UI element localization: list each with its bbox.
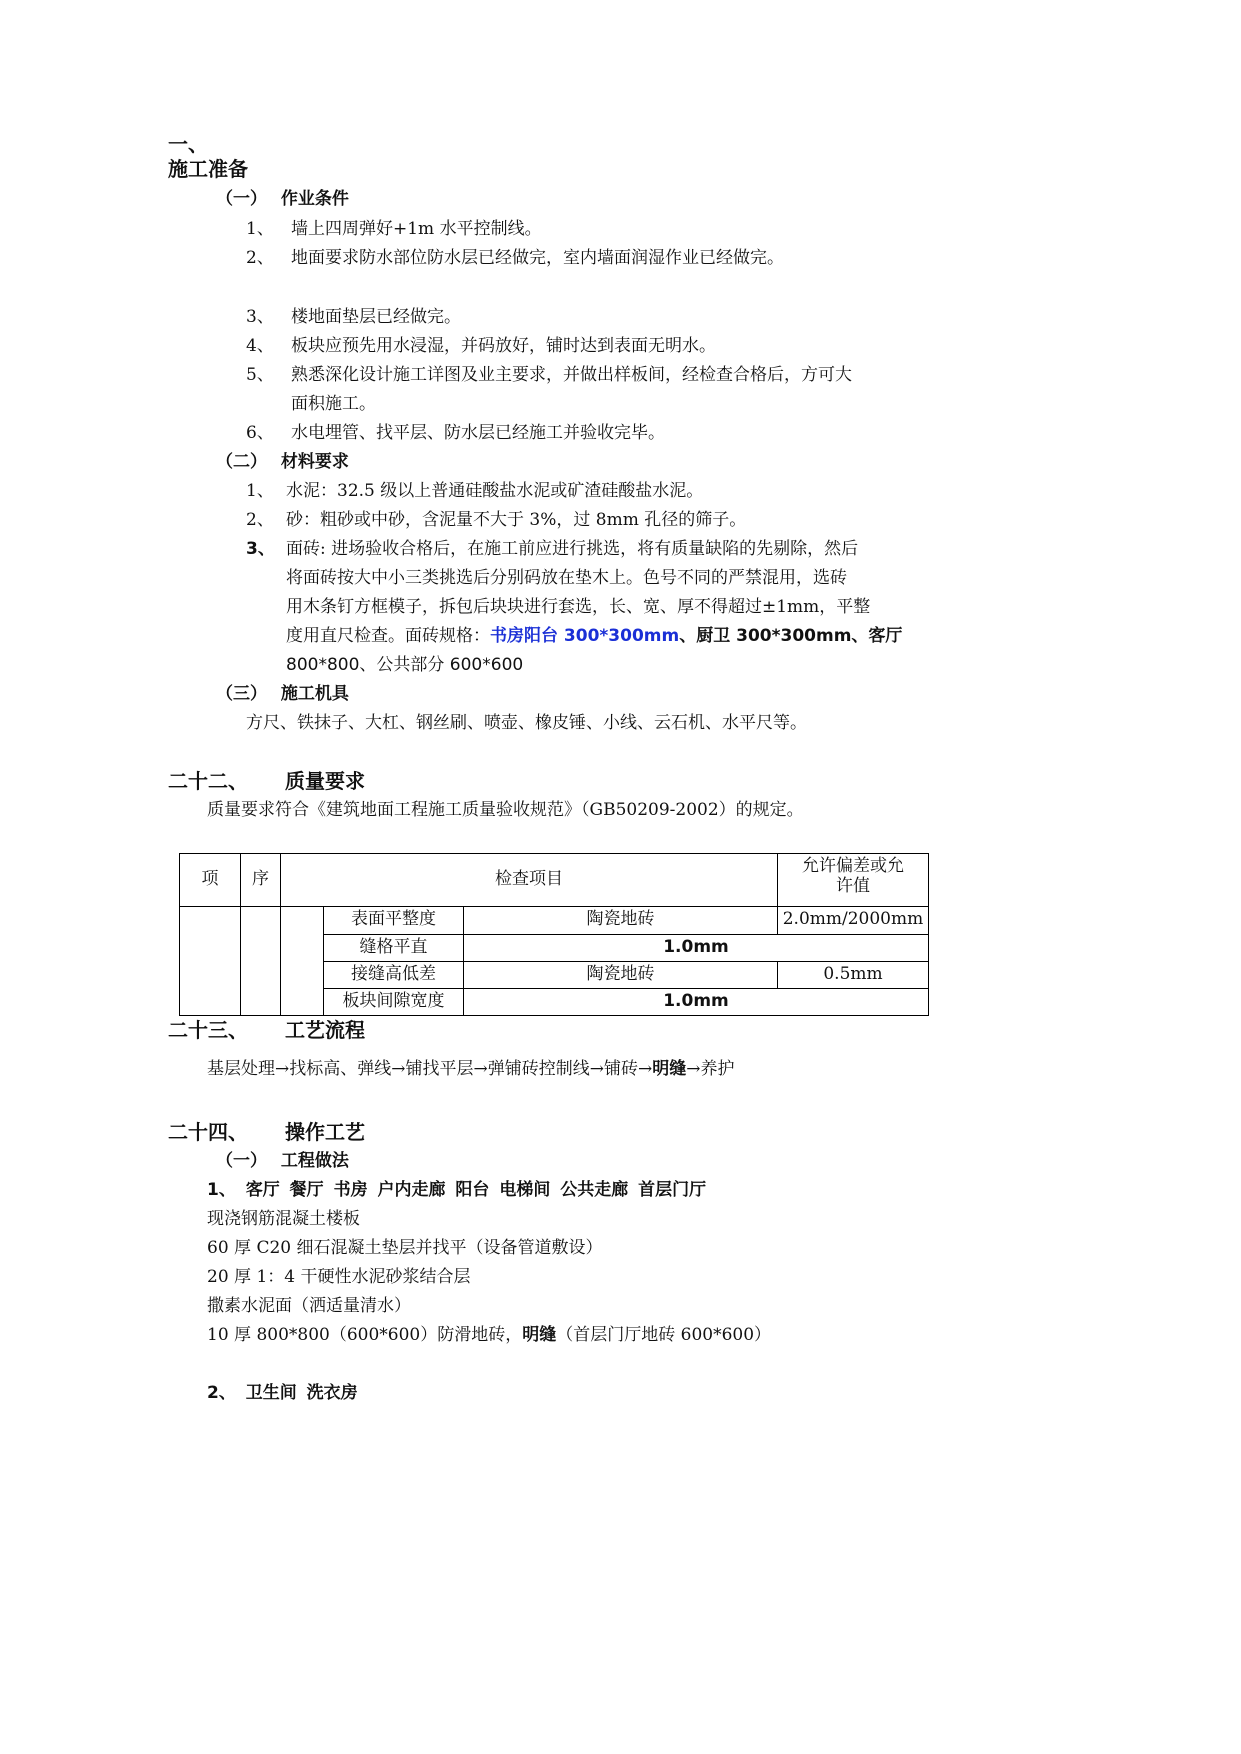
table-row-name: 表面平整度 xyxy=(351,909,436,929)
tools-list: 方尺、铁抹子、大杠、钢丝刷、喷壶、橡皮锤、小线、云石机、水平尺等。 xyxy=(246,713,807,733)
subsection-engineering-method xyxy=(216,1151,349,1171)
list-item-continuation: 800*800、公共部分 600*600 xyxy=(286,655,524,675)
section-24-heading xyxy=(168,1120,365,1144)
subsection-title: 施工机具 xyxy=(280,684,349,704)
table-row-value: 1.0mm xyxy=(663,991,729,1011)
table-row-type: 陶瓷地砖 xyxy=(586,964,655,984)
table-row-type: 陶瓷地砖 xyxy=(586,909,655,929)
section-22-heading xyxy=(168,769,365,793)
subsection-work-conditions xyxy=(216,189,349,209)
list-item: 1、 水泥：32.5 级以上普通硅酸盐水泥或矿渣硅酸盐水泥。 xyxy=(246,481,704,501)
layer-line: 20 厚 1：4 干硬性水泥砂浆结合层 xyxy=(207,1267,471,1287)
section-number: 二十二、 xyxy=(168,769,248,793)
section-title: 操作工艺 xyxy=(284,1120,365,1144)
section-title: 质量要求 xyxy=(284,769,365,793)
list-item: 4、 板块应预先用水浸湿，并码放好，铺时达到表面无明水。 xyxy=(246,336,716,356)
table-header-seq: 序 xyxy=(252,869,269,889)
layer-line: 现浇钢筋混凝土楼板 xyxy=(207,1209,360,1229)
layer-line: 撒素水泥面（洒适量清水） xyxy=(207,1296,411,1316)
subsection-title: 工程做法 xyxy=(280,1151,349,1171)
list-item-continuation: 将面砖按大中小三类挑选后分别码放在垫木上。色号不同的严禁混用，选砖 xyxy=(286,568,847,588)
highlight-blue-text: 书房阳台 300*300mm xyxy=(490,626,680,646)
process-flow: 基层处理→找标高、弹线→铺找平层→弹铺砖控制线→铺砖→明缝→养护 xyxy=(207,1059,735,1079)
layer-line: 60 厚 C20 细石混凝土垫层并找平（设备管道敷设） xyxy=(207,1238,603,1258)
subsection-label: （一） xyxy=(216,1151,267,1171)
table-row-value: 2.0mm/2000mm xyxy=(782,909,924,929)
table-header-item: 项 xyxy=(201,869,219,889)
layer-line: 10 厚 800*800（600*600）防滑地砖，明缝（首层门厅地砖 600*600） xyxy=(207,1325,772,1345)
list-item: 3、 楼地面垫层已经做完。 xyxy=(246,307,461,327)
section-1-number: 一、 xyxy=(168,132,208,156)
table-row-value: 1.0mm xyxy=(663,937,729,957)
subsection-label: （一） xyxy=(216,189,267,209)
table-row-name: 缝格平直 xyxy=(359,937,428,957)
section-number: 二十三、 xyxy=(168,1018,248,1042)
table-row-name: 接缝高低差 xyxy=(351,964,436,984)
section-number: 二十四、 xyxy=(168,1120,248,1144)
list-item: 5、 熟悉深化设计施工详图及业主要求，并做出样板间，经检查合格后，方可大 xyxy=(246,365,852,385)
subsection-label: （三） xyxy=(216,684,267,704)
subsection-construction-tools xyxy=(216,684,349,704)
list-item: 6、 水电埋管、找平层、防水层已经施工并验收完毕。 xyxy=(246,423,665,443)
list-item-continuation: 度用直尺检查。面砖规格：书房阳台 300*300mm、厨卫 300*300mm、客厅 xyxy=(286,626,903,646)
section-23-heading xyxy=(168,1018,365,1042)
subsection-label: （二） xyxy=(216,452,267,472)
list-item: 1、 墙上四周弹好+1m 水平控制线。 xyxy=(246,219,542,239)
table-row-name: 板块间隙宽度 xyxy=(342,991,445,1011)
item-2-title: 2、 卫生间 洗衣房 xyxy=(207,1383,358,1403)
subsection-material-requirements xyxy=(216,452,349,472)
section-title: 工艺流程 xyxy=(284,1018,365,1042)
subsection-title: 材料要求 xyxy=(280,452,349,472)
list-item: 3、 面砖: 进场验收合格后，在施工前应进行挑选，将有质量缺陷的先剔除，然后 xyxy=(246,539,859,559)
section-1-title: 施工准备 xyxy=(168,157,248,181)
list-item-continuation: 用木条钉方框模子，拆包后块块进行套选，长、宽、厚不得超过±1mm，平整 xyxy=(286,597,871,617)
list-item-continuation: 面积施工。 xyxy=(291,394,376,414)
table-header-tolerance: 允许偏差或允 许值 xyxy=(802,856,904,897)
item-1-title: 1、 客厅 餐厅 书房 户内走廊 阳台 电梯间 公共走廊 首层门厅 xyxy=(207,1180,707,1200)
subsection-title: 作业条件 xyxy=(280,189,349,209)
list-item: 2、 砂：粗砂或中砂，含泥量不大于 3%，过 8mm 孔径的筛子。 xyxy=(246,510,747,530)
list-item: 2、 地面要求防水部位防水层已经做完，室内墙面润湿作业已经做完。 xyxy=(246,248,784,268)
table-header-check: 检查项目 xyxy=(495,869,563,889)
quality-standard-text: 质量要求符合《建筑地面工程施工质量验收规范》（GB50209-2002）的规定。 xyxy=(207,800,804,820)
table-row-value: 0.5mm xyxy=(823,964,883,984)
